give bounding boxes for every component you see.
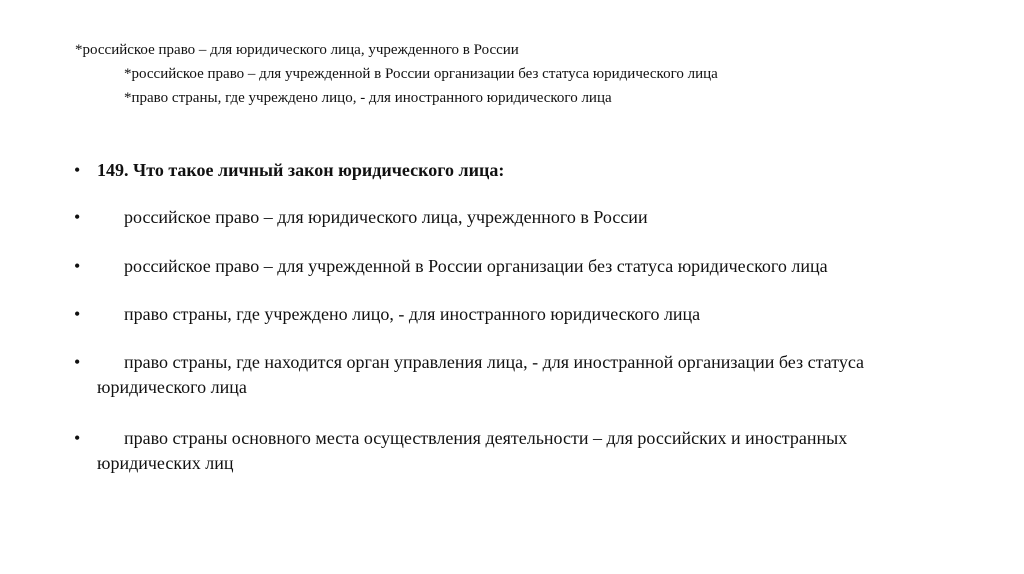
bullet: • [74,160,81,180]
answer-line-3: *право страны, где учреждено лицо, - для иностранного юридического лица [124,90,612,106]
answer-line-2: *российское право – для учрежденной в России организации без статуса юридического лица [124,66,718,82]
bullet: • [74,256,81,276]
bullet: • [74,352,81,372]
option-text: право страны, где находится орган управления лица, - для иностранной организации без статуса [124,352,865,372]
option-text: право страны, где учреждено лицо, - для иностранного юридического лица [124,304,701,324]
option-text-continued: юридического лица [97,377,247,397]
option-text: российское право – для юридического лица, учрежденного в России [124,207,648,227]
bullet: • [74,428,81,448]
option-text-continued: юридических лиц [97,453,234,473]
bullet: • [74,207,81,227]
question-title: 149. Что такое личный закон юридического лица: [97,160,505,180]
answer-line-1: *российское право – для юридического лица, учрежденного в России [75,42,519,58]
option-text: право страны основного места осуществления деятельности – для российских и иностранных [124,428,848,448]
option-text: российское право – для учрежденной в России организации без статуса юридического лица [124,256,828,276]
bullet: • [74,304,81,324]
